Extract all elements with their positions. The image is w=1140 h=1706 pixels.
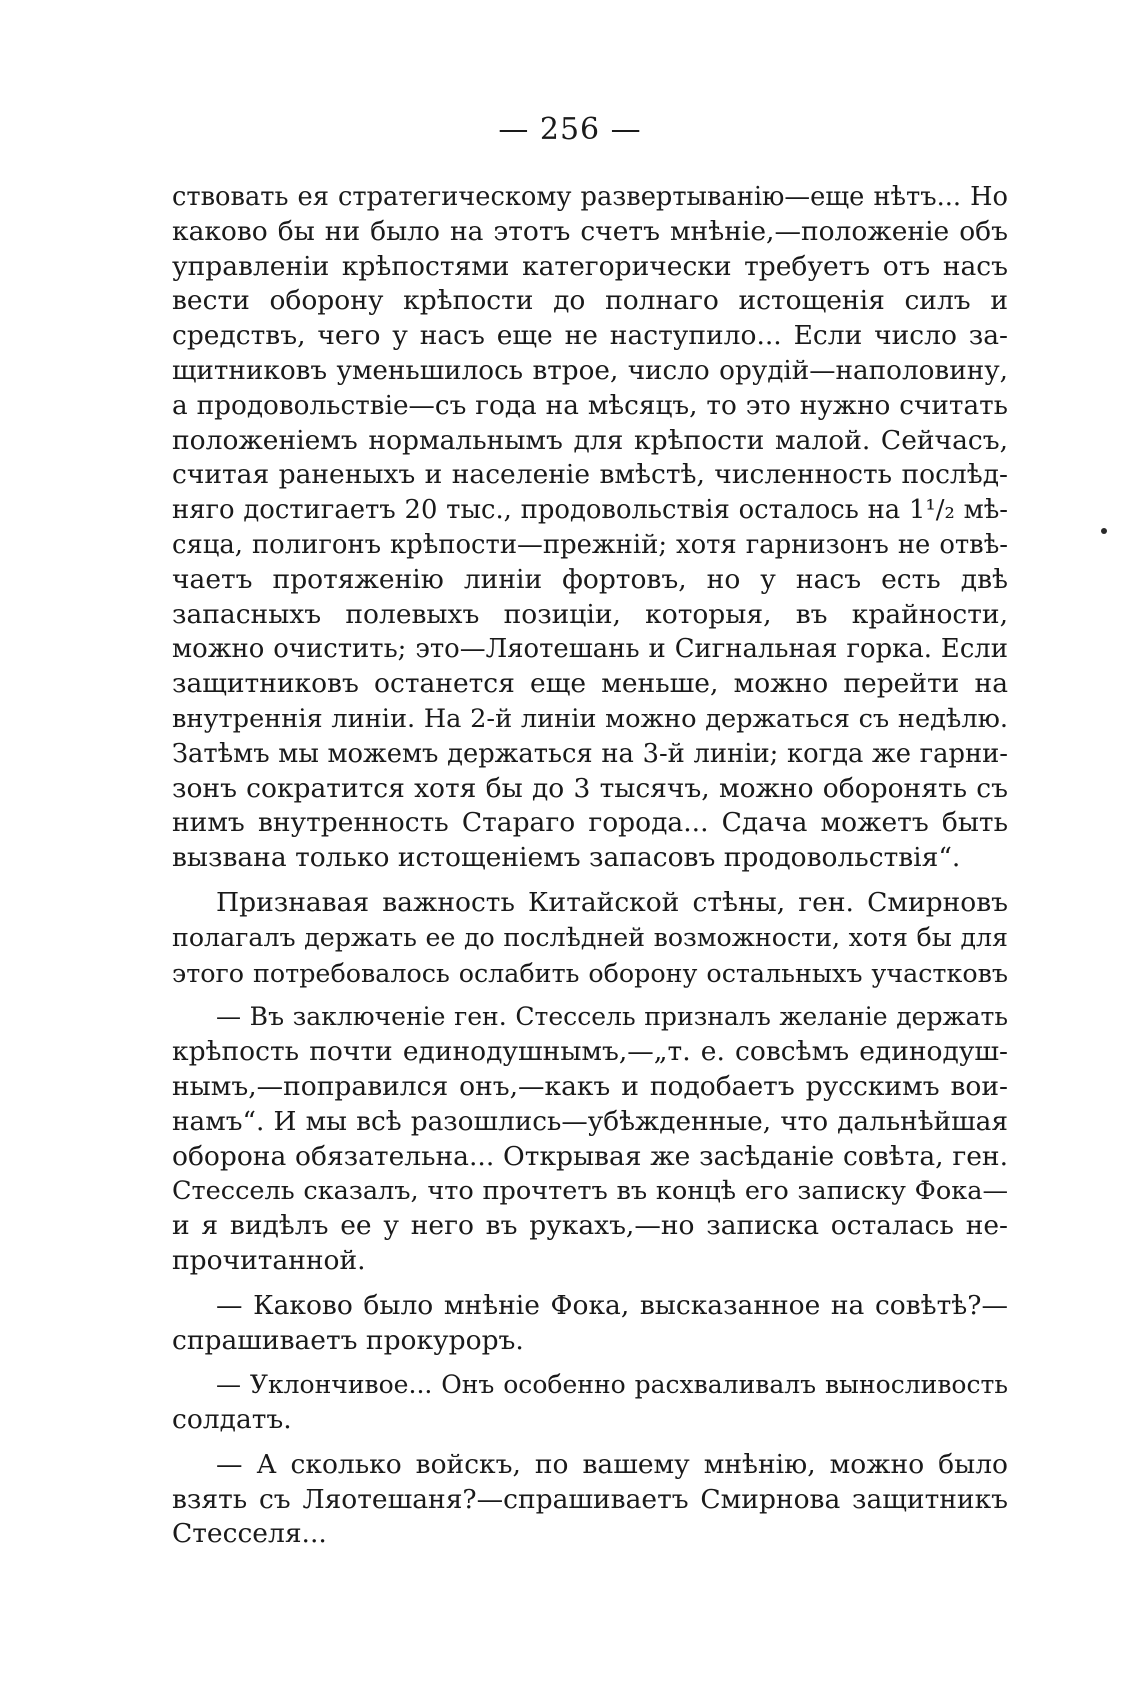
text-line: можно очистить; это—Ляотешань и Сигнальная горка. Если bbox=[172, 634, 1008, 665]
text-line: Затѣмъ мы можемъ держаться на 3-й линіи; когда же гарни- bbox=[172, 738, 1008, 769]
text-line: защитниковъ останется еще меньше, можно перейти на bbox=[172, 668, 1008, 700]
paragraph bbox=[172, 1448, 1008, 1552]
paragraph bbox=[172, 886, 1008, 990]
text-line: — Въ заключеніе ген. Стессель призналъ желаніе держать bbox=[216, 1002, 1008, 1032]
text-line: вести оборону крѣпости до полнаго истощенія силъ и bbox=[172, 285, 1008, 317]
text-line: чаетъ протяженію линіи фортовъ, но у насъ есть двѣ bbox=[172, 563, 1008, 595]
text-line: намъ“. И мы всѣ разошлись—убѣжденные, что дальнѣйшая bbox=[172, 1106, 1008, 1137]
text-line: Признавая важность Китайской стѣны, ген. Смирновъ bbox=[216, 886, 1008, 918]
text-line: ствовать ея стратегическому развертыванію—еще нѣтъ... Но bbox=[172, 182, 1008, 212]
text-line: прочитанной. bbox=[172, 1244, 366, 1276]
text-line: и я видѣлъ ее у него въ рукахъ,—но записка осталась не- bbox=[172, 1210, 1008, 1242]
text-line: а продовольствіе—съ года на мѣсяцъ, то это нужно считать bbox=[172, 390, 1008, 421]
body-text bbox=[172, 180, 1008, 1552]
text-line: — Каково было мнѣніе Фока, высказанное на совѣтѣ?— bbox=[216, 1289, 1008, 1321]
text-line: нимъ внутренность Стараго города... Сдача можетъ быть bbox=[172, 807, 1008, 839]
text-line: этого потребовалось ослабить оборону остальныхъ участковъ bbox=[172, 957, 1008, 988]
text-line: спрашиваетъ прокуроръ. bbox=[172, 1324, 524, 1356]
text-line: управленіи крѣпостями категорически требуетъ отъ насъ bbox=[172, 250, 1008, 282]
text-line: внутреннія линіи. На 2-й линіи можно держаться съ недѣлю. bbox=[172, 703, 1008, 734]
text-line: няго достигаетъ 20 тыс., продовольствія осталось на 1¹/₂ мѣ- bbox=[172, 495, 1008, 526]
text-line: нымъ,—поправился онъ,—какъ и подобаетъ русскимъ вои- bbox=[172, 1070, 1008, 1102]
text-line: солдатъ. bbox=[172, 1404, 292, 1436]
paragraph bbox=[172, 1289, 1008, 1359]
text-line: щитниковъ уменьшилось втрое, число орудій—наполовину, bbox=[172, 355, 1008, 386]
text-line: запасныхъ полевыхъ позиціи, которыя, въ крайности, bbox=[172, 598, 1008, 630]
text-line: оборона обязательна... Открывая же засѣданіе совѣта, ген. bbox=[172, 1140, 1008, 1172]
text-line: считая раненыхъ и населеніе вмѣстѣ, численность послѣд- bbox=[172, 459, 1008, 491]
text-line: вызвана только истощеніемъ запасовъ продовольствія“. bbox=[172, 842, 961, 874]
text-line: положеніемъ нормальнымъ для крѣпости малой. Сейчасъ, bbox=[172, 424, 1008, 456]
paragraph bbox=[172, 1000, 1008, 1278]
text-line: взять съ Ляотешаня?—спрашиваетъ Смирнова защитникъ bbox=[172, 1483, 1008, 1515]
text-line: полагалъ держать ее до послѣдней возможности, хотя бы для bbox=[172, 922, 1008, 952]
text-line: крѣпость почти единодушнымъ,—„т. е. совсѣмъ единодуш- bbox=[172, 1036, 1008, 1068]
text-line: средствъ, чего у насъ еще не наступило... Если число за- bbox=[172, 320, 1008, 352]
text-line: — А сколько войскъ, по вашему мнѣнію, можно было bbox=[216, 1448, 1008, 1480]
text-line: каково бы ни было на этотъ счетъ мнѣніе,—положеніе объ bbox=[172, 215, 1008, 247]
text-line: зонъ сократится хотя бы до 3 тысячъ, можно оборонять съ bbox=[172, 772, 1008, 804]
text-line: Стесселя... bbox=[172, 1518, 327, 1550]
paragraph bbox=[172, 180, 1008, 876]
text-line: Стессель сказалъ, что прочтетъ въ концѣ его записку Фока— bbox=[172, 1176, 1008, 1207]
page-number: — 256 — bbox=[498, 112, 642, 147]
paragraph bbox=[172, 1368, 1008, 1438]
text-line: сяца, полигонъ крѣпости—прежній; хотя гарнизонъ не отвѣ- bbox=[172, 529, 1008, 560]
scan-artifact-dot bbox=[1101, 528, 1107, 534]
text-line: — Уклончивое... Онъ особенно расхваливалъ выносливость bbox=[216, 1370, 1008, 1400]
